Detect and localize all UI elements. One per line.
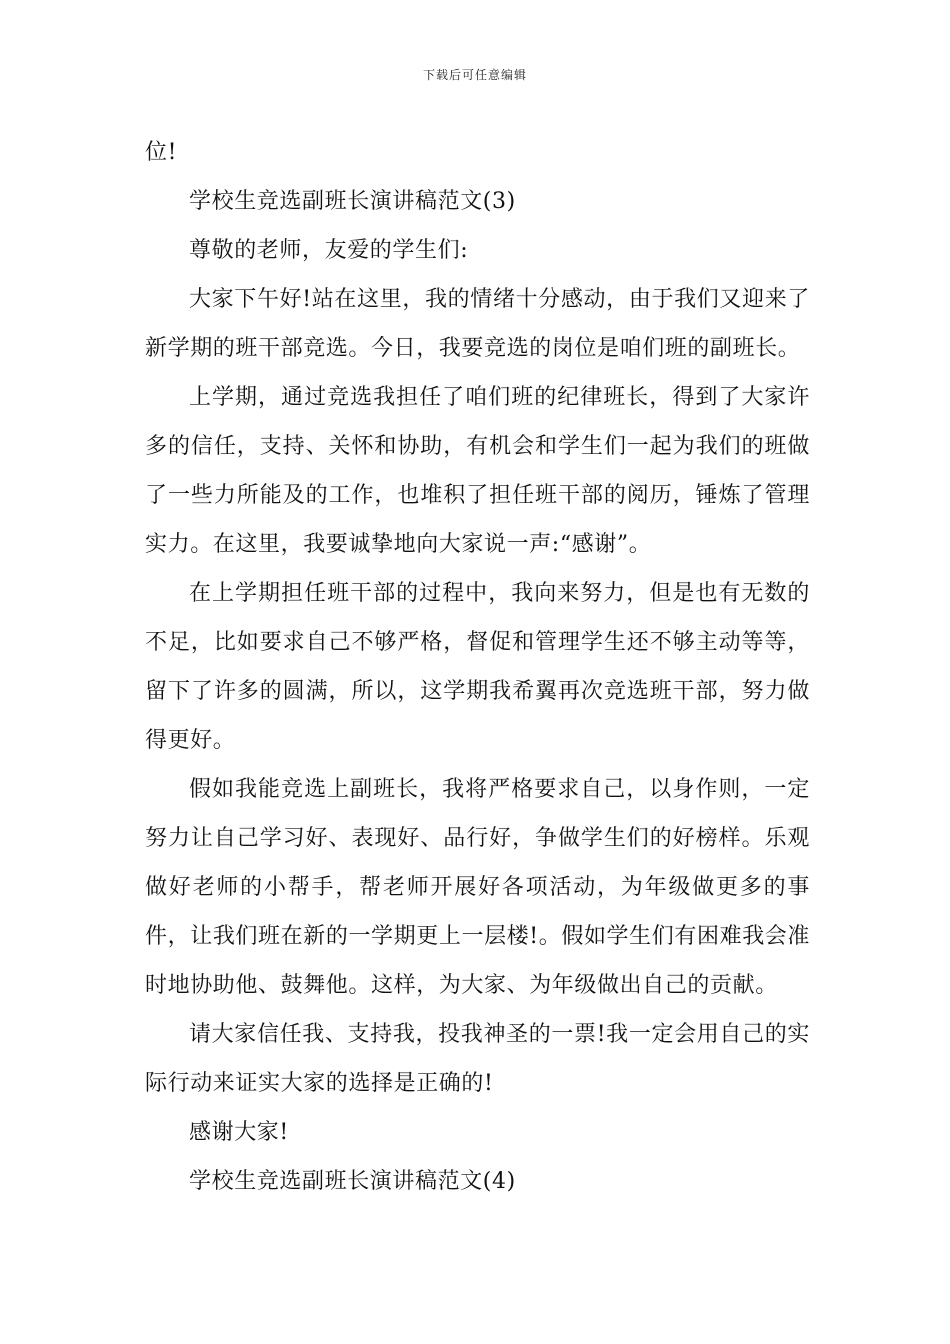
paragraph-last-term: 上学期，通过竞选我担任了咱们班的纪律班长，得到了大家许多的信任，支持、关怀和协助，有机会和学生们一起为我们的班做了一些力所能及的工作，也堆积了担任班干部的阅历，锤炼了管理实力。在这里，我要诚挚地向大家说一声:“感谢”。 [145,385,810,557]
paragraph-commitment: 假如我能竞选上副班长，我将严格要求自己，以身作则，一定努力让自己学习好、表现好、品行好，争做学生们的好榜样。乐观做好老师的小帮手，帮老师开展好各项活动，为年级做更多的事件，让我们班在新的一学期更上一层楼!。假如学生们有困难我会准时地协助他、鼓舞他。这样，为大家、为年级做出自己的贡献。 [145,777,810,998]
page-header-note: 下载后可任意编辑 [422,68,527,82]
paragraph-shortcomings: 在上学期担任班干部的过程中，我向来努力，但是也有无数的不足，比如要求自己不够严格，督促和管理学生还不够主动等等，留下了许多的圆满，所以，这学期我希翼再次竞选班干部，努力做得更好。 [145,581,810,753]
section-title-4: 学校生竞选副班长演讲稿范文(4) [189,1169,516,1194]
section-title-3: 学校生竞选副班长演讲稿范文(3) [189,189,516,214]
paragraph-greeting: 大家下午好!站在这里，我的情绪十分感动，由于我们又迎来了新学期的班干部竞选。今日，我要竞选的岗位是咱们班的副班长。 [145,287,810,361]
paragraph-request-vote: 请大家信任我、支持我，投我神圣的一票!我一定会用自己的实际行动来证实大家的选择是正确的! [145,1022,810,1096]
paragraph-continuation: 位! [145,140,178,165]
salutation: 尊敬的老师，友爱的学生们: [189,238,469,263]
paragraph-thanks: 感谢大家! [189,1120,289,1145]
document-body [145,128,810,1206]
